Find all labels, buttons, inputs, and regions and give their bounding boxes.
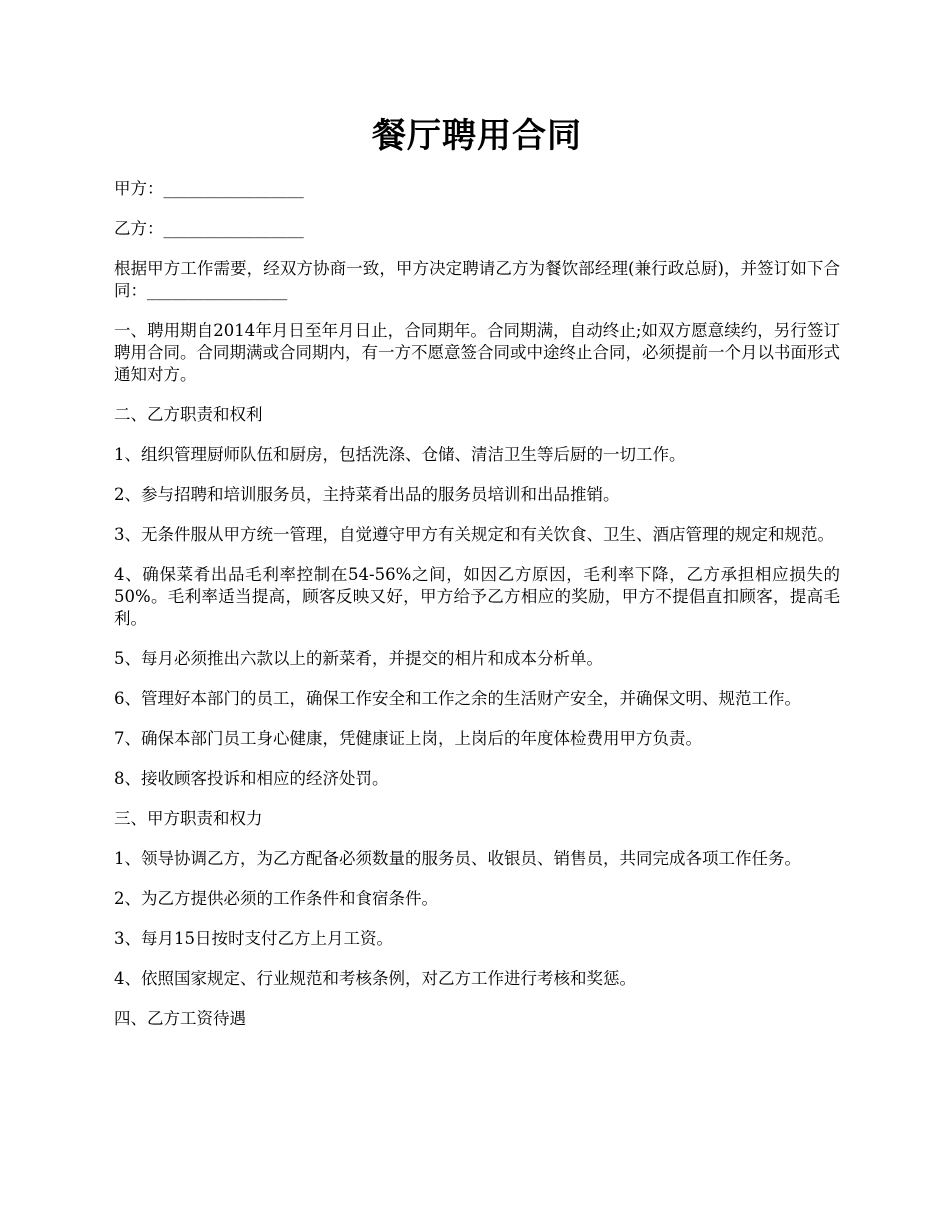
section-2-item-1: 1、组织管理厨师队伍和厨房，包括洗涤、仓储、清洁卫生等后厨的一切工作。 xyxy=(114,445,686,464)
section-2-item-3: 3、无条件服从甲方统一管理，自觉遵守甲方有关规定和有关饮食、卫生、酒店管理的规定和规范。 xyxy=(114,525,834,544)
section-4-heading: 四、乙方工资待遇 xyxy=(114,1009,246,1028)
section-3-item-2: 2、为乙方提供必须的工作条件和食宿条件。 xyxy=(114,889,438,908)
section-2-heading: 二、乙方职责和权利 xyxy=(114,405,263,424)
clause-1-term: 一、聘用期自2014年月日至年月日止，合同期年。合同期满，自动终止;如双方愿意续约，另行签订聘用合同。合同期满或合同期内，有一方不愿意签合同或中途终止合同，必须提前一个月以书面形式通知对方。 xyxy=(114,321,840,384)
section-2-item-5: 5、每月必须推出六款以上的新菜肴，并提交的相片和成本分析单。 xyxy=(114,649,603,668)
document-page xyxy=(114,112,840,1048)
document-title: 餐厅聘用合同 xyxy=(372,116,582,156)
intro-paragraph: 根据甲方工作需要，经双方协商一致，甲方决定聘请乙方为餐饮部经理(兼行政总厨)，并签订如下合同：_________________ xyxy=(114,259,840,300)
section-3-item-1: 1、领导协调乙方，为乙方配备必须数量的服务员、收银员、销售员，共同完成各项工作任务。 xyxy=(114,849,801,868)
section-3-item-4: 4、依照国家规定、行业规范和考核条例，对乙方工作进行考核和奖惩。 xyxy=(114,969,636,988)
section-2-item-8: 8、接收顾客投诉和相应的经济处罚。 xyxy=(114,769,389,788)
section-2-item-4: 4、确保菜肴出品毛利率控制在54-56%之间，如因乙方原因，毛利率下降，乙方承担相应损失的50%。毛利率适当提高，顾客反映又好，甲方给予乙方相应的奖励，甲方不提倡直扣顾客，提高毛利。 xyxy=(114,565,840,628)
party-a-line: 甲方：_________________ xyxy=(114,179,304,198)
section-2-item-6: 6、管理好本部门的员工，确保工作安全和工作之余的生活财产安全，并确保文明、规范工作。 xyxy=(114,689,801,708)
party-b-line: 乙方：_________________ xyxy=(114,219,304,238)
section-3-item-3: 3、每月15日按时支付乙方上月工资。 xyxy=(114,929,393,948)
section-2-item-7: 7、确保本部门员工身心健康，凭健康证上岗，上岗后的年度体检费用甲方负责。 xyxy=(114,729,702,748)
section-2-item-2: 2、参与招聘和培训服务员，主持菜肴出品的服务员培训和出品推销。 xyxy=(114,485,620,504)
section-3-heading: 三、甲方职责和权力 xyxy=(114,809,263,828)
